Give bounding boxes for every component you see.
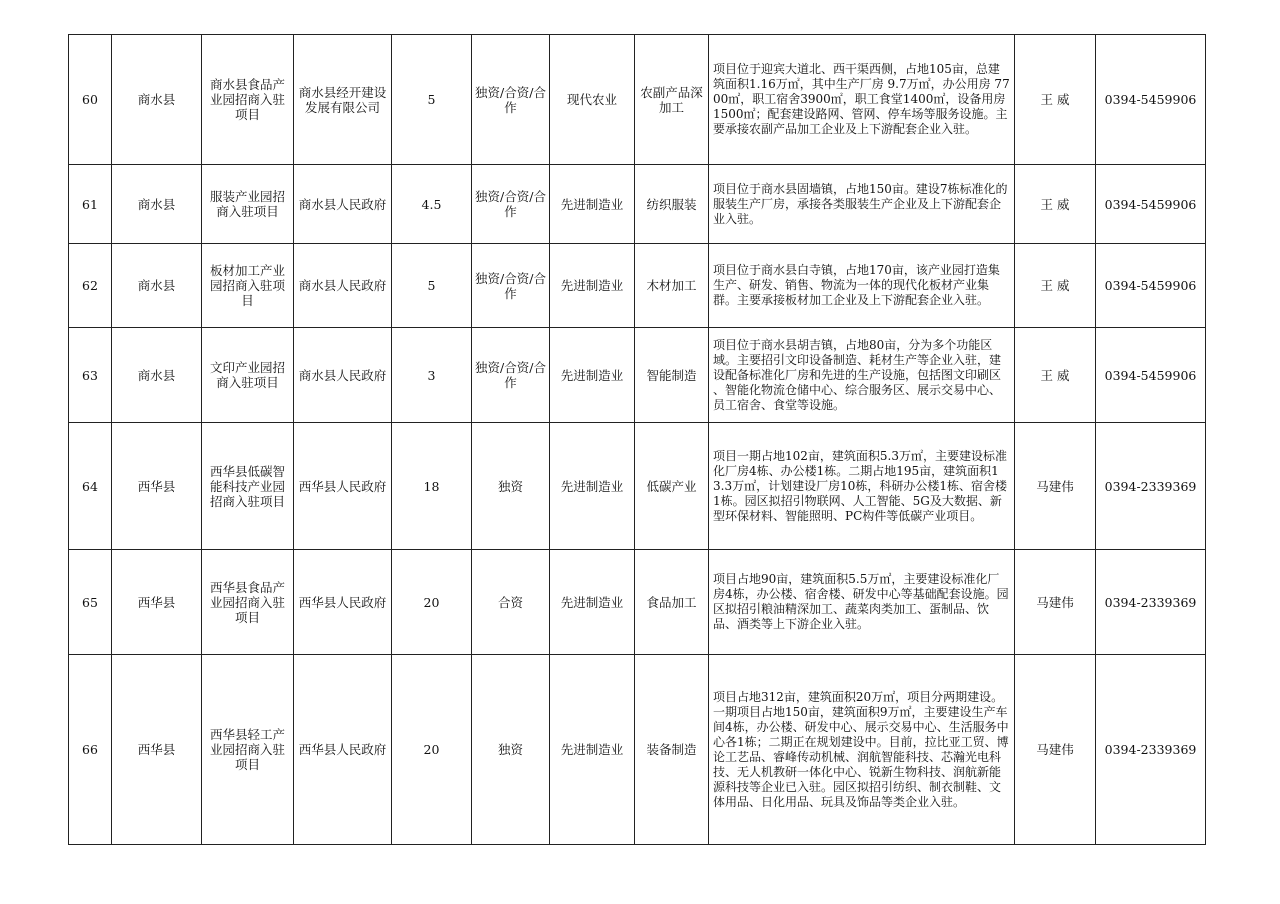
phone-cell: 0394-5459906 [1096,328,1206,423]
sector-cell: 先进制造业 [550,655,635,845]
description-cell: 项目占地312亩，建筑面积20万㎡，项目分两期建设。一期项目占地150亩，建筑面积9万㎡，主要建设生产车间4栋，办公楼、研发中心、展示交易中心、生活服务中心各1栋；二期正在规划建设中。目前，拉比亚工贸、博论工艺品、睿峰传动机械、润航智能科技、芯瀚光电科技、无人机教研一体化中心、锐新生物科技、润航新能源科技等企业已入驻。园区拟招引纺织、制衣制鞋、文体用品、日化用品、玩具及饰品等类企业入驻。 [709,655,1015,845]
owner-cell: 西华县人民政府 [294,550,392,655]
cooperation-mode-cell: 独资/合资/合作 [472,244,550,328]
row-number: 62 [69,244,112,328]
investment-cell: 18 [392,423,472,550]
project-name-cell: 商水县食品产业园招商入驻项目 [202,35,294,165]
sector-cell: 现代农业 [550,35,635,165]
table-row [69,35,1206,165]
industry-cell: 食品加工 [635,550,709,655]
description-cell: 项目占地90亩，建筑面积5.5万㎡，主要建设标准化厂房4栋，办公楼、宿舍楼、研发中心等基础配套设施。园区拟招引粮油精深加工、蔬菜肉类加工、蛋制品、饮品、酒类等上下游企业入驻。 [709,550,1015,655]
cooperation-mode-cell: 合资 [472,550,550,655]
contact-cell: 王 威 [1015,328,1096,423]
investment-cell: 20 [392,550,472,655]
owner-cell: 商水县经开建设发展有限公司 [294,35,392,165]
industry-cell: 农副产品深加工 [635,35,709,165]
owner-cell: 商水县人民政府 [294,165,392,244]
county-cell: 西华县 [112,550,202,655]
sector-cell: 先进制造业 [550,328,635,423]
contact-cell: 王 威 [1015,35,1096,165]
row-number: 61 [69,165,112,244]
project-name-cell: 西华县轻工产业园招商入驻项目 [202,655,294,845]
industry-cell: 低碳产业 [635,423,709,550]
row-number: 66 [69,655,112,845]
investment-cell: 5 [392,244,472,328]
row-number: 64 [69,423,112,550]
project-name-cell: 西华县食品产业园招商入驻项目 [202,550,294,655]
sector-cell: 先进制造业 [550,550,635,655]
cooperation-mode-cell: 独资/合资/合作 [472,35,550,165]
county-cell: 商水县 [112,328,202,423]
investment-cell: 20 [392,655,472,845]
investment-cell: 4.5 [392,165,472,244]
table-row [69,423,1206,550]
row-number: 60 [69,35,112,165]
table-row [69,165,1206,244]
sector-cell: 先进制造业 [550,244,635,328]
owner-cell: 商水县人民政府 [294,244,392,328]
description-cell: 项目位于商水县固墙镇，占地150亩。建设7栋标准化的服装生产厂房，承接各类服装生产企业及上下游配套企业入驻。 [709,165,1015,244]
table-row [69,550,1206,655]
project-name-cell: 文印产业园招商入驻项目 [202,328,294,423]
county-cell: 商水县 [112,35,202,165]
phone-cell: 0394-5459906 [1096,244,1206,328]
table-row [69,328,1206,423]
cooperation-mode-cell: 独资 [472,423,550,550]
description-cell: 项目位于商水县白寺镇，占地170亩，该产业园打造集生产、研发、销售、物流为一体的现代化板材产业集群。主要承接板材加工企业及上下游配套企业入驻。 [709,244,1015,328]
owner-cell: 西华县人民政府 [294,423,392,550]
table-row [69,244,1206,328]
description-cell: 项目位于迎宾大道北、西干渠西侧，占地105亩，总建筑面积1.16万㎡，其中生产厂房 9.7万㎡，办公用房 7700㎡，职工宿舍3900㎡，职工食堂1400㎡，设备用房1500㎡；配套建设路网、管网、停车场等服务设施。主要承接农副产品加工企业及上下游配套企业入驻。 [709,35,1015,165]
county-cell: 西华县 [112,423,202,550]
contact-cell: 王 威 [1015,244,1096,328]
phone-cell: 0394-5459906 [1096,165,1206,244]
contact-cell: 王 威 [1015,165,1096,244]
owner-cell: 商水县人民政府 [294,328,392,423]
cooperation-mode-cell: 独资 [472,655,550,845]
investment-cell: 3 [392,328,472,423]
county-cell: 商水县 [112,244,202,328]
project-name-cell: 服装产业园招商入驻项目 [202,165,294,244]
industry-cell: 纺织服装 [635,165,709,244]
industry-cell: 智能制造 [635,328,709,423]
phone-cell: 0394-2339369 [1096,655,1206,845]
sector-cell: 先进制造业 [550,423,635,550]
project-name-cell: 板材加工产业园招商入驻项目 [202,244,294,328]
phone-cell: 0394-5459906 [1096,35,1206,165]
owner-cell: 西华县人民政府 [294,655,392,845]
row-number: 63 [69,328,112,423]
cooperation-mode-cell: 独资/合资/合作 [472,328,550,423]
county-cell: 西华县 [112,655,202,845]
sector-cell: 先进制造业 [550,165,635,244]
row-number: 65 [69,550,112,655]
industry-cell: 木材加工 [635,244,709,328]
industry-cell: 装备制造 [635,655,709,845]
table-row [69,655,1206,845]
county-cell: 商水县 [112,165,202,244]
description-cell: 项目位于商水县胡吉镇，占地80亩，分为多个功能区域。主要招引文印设备制造、耗材生产等企业入驻，建设配备标准化厂房和先进的生产设施，包括图文印刷区 、智能化物流仓储中心、综合服务区、展示交易中心、员工宿舍、食堂等设施。 [709,328,1015,423]
contact-cell: 马建伟 [1015,655,1096,845]
project-name-cell: 西华县低碳智能科技产业园招商入驻项目 [202,423,294,550]
phone-cell: 0394-2339369 [1096,550,1206,655]
investment-cell: 5 [392,35,472,165]
contact-cell: 马建伟 [1015,423,1096,550]
cooperation-mode-cell: 独资/合资/合作 [472,165,550,244]
phone-cell: 0394-2339369 [1096,423,1206,550]
project-table [68,34,1206,845]
description-cell: 项目一期占地102亩，建筑面积5.3万㎡，主要建设标准化厂房4栋、办公楼1栋。二期占地195亩，建筑面积13.3万㎡，计划建设厂房10栋，科研办公楼1栋、宿舍楼1栋。园区拟招引物联网、人工智能、5G及大数据、新型环保材料、智能照明、PC构件等低碳产业项目。 [709,423,1015,550]
contact-cell: 马建伟 [1015,550,1096,655]
